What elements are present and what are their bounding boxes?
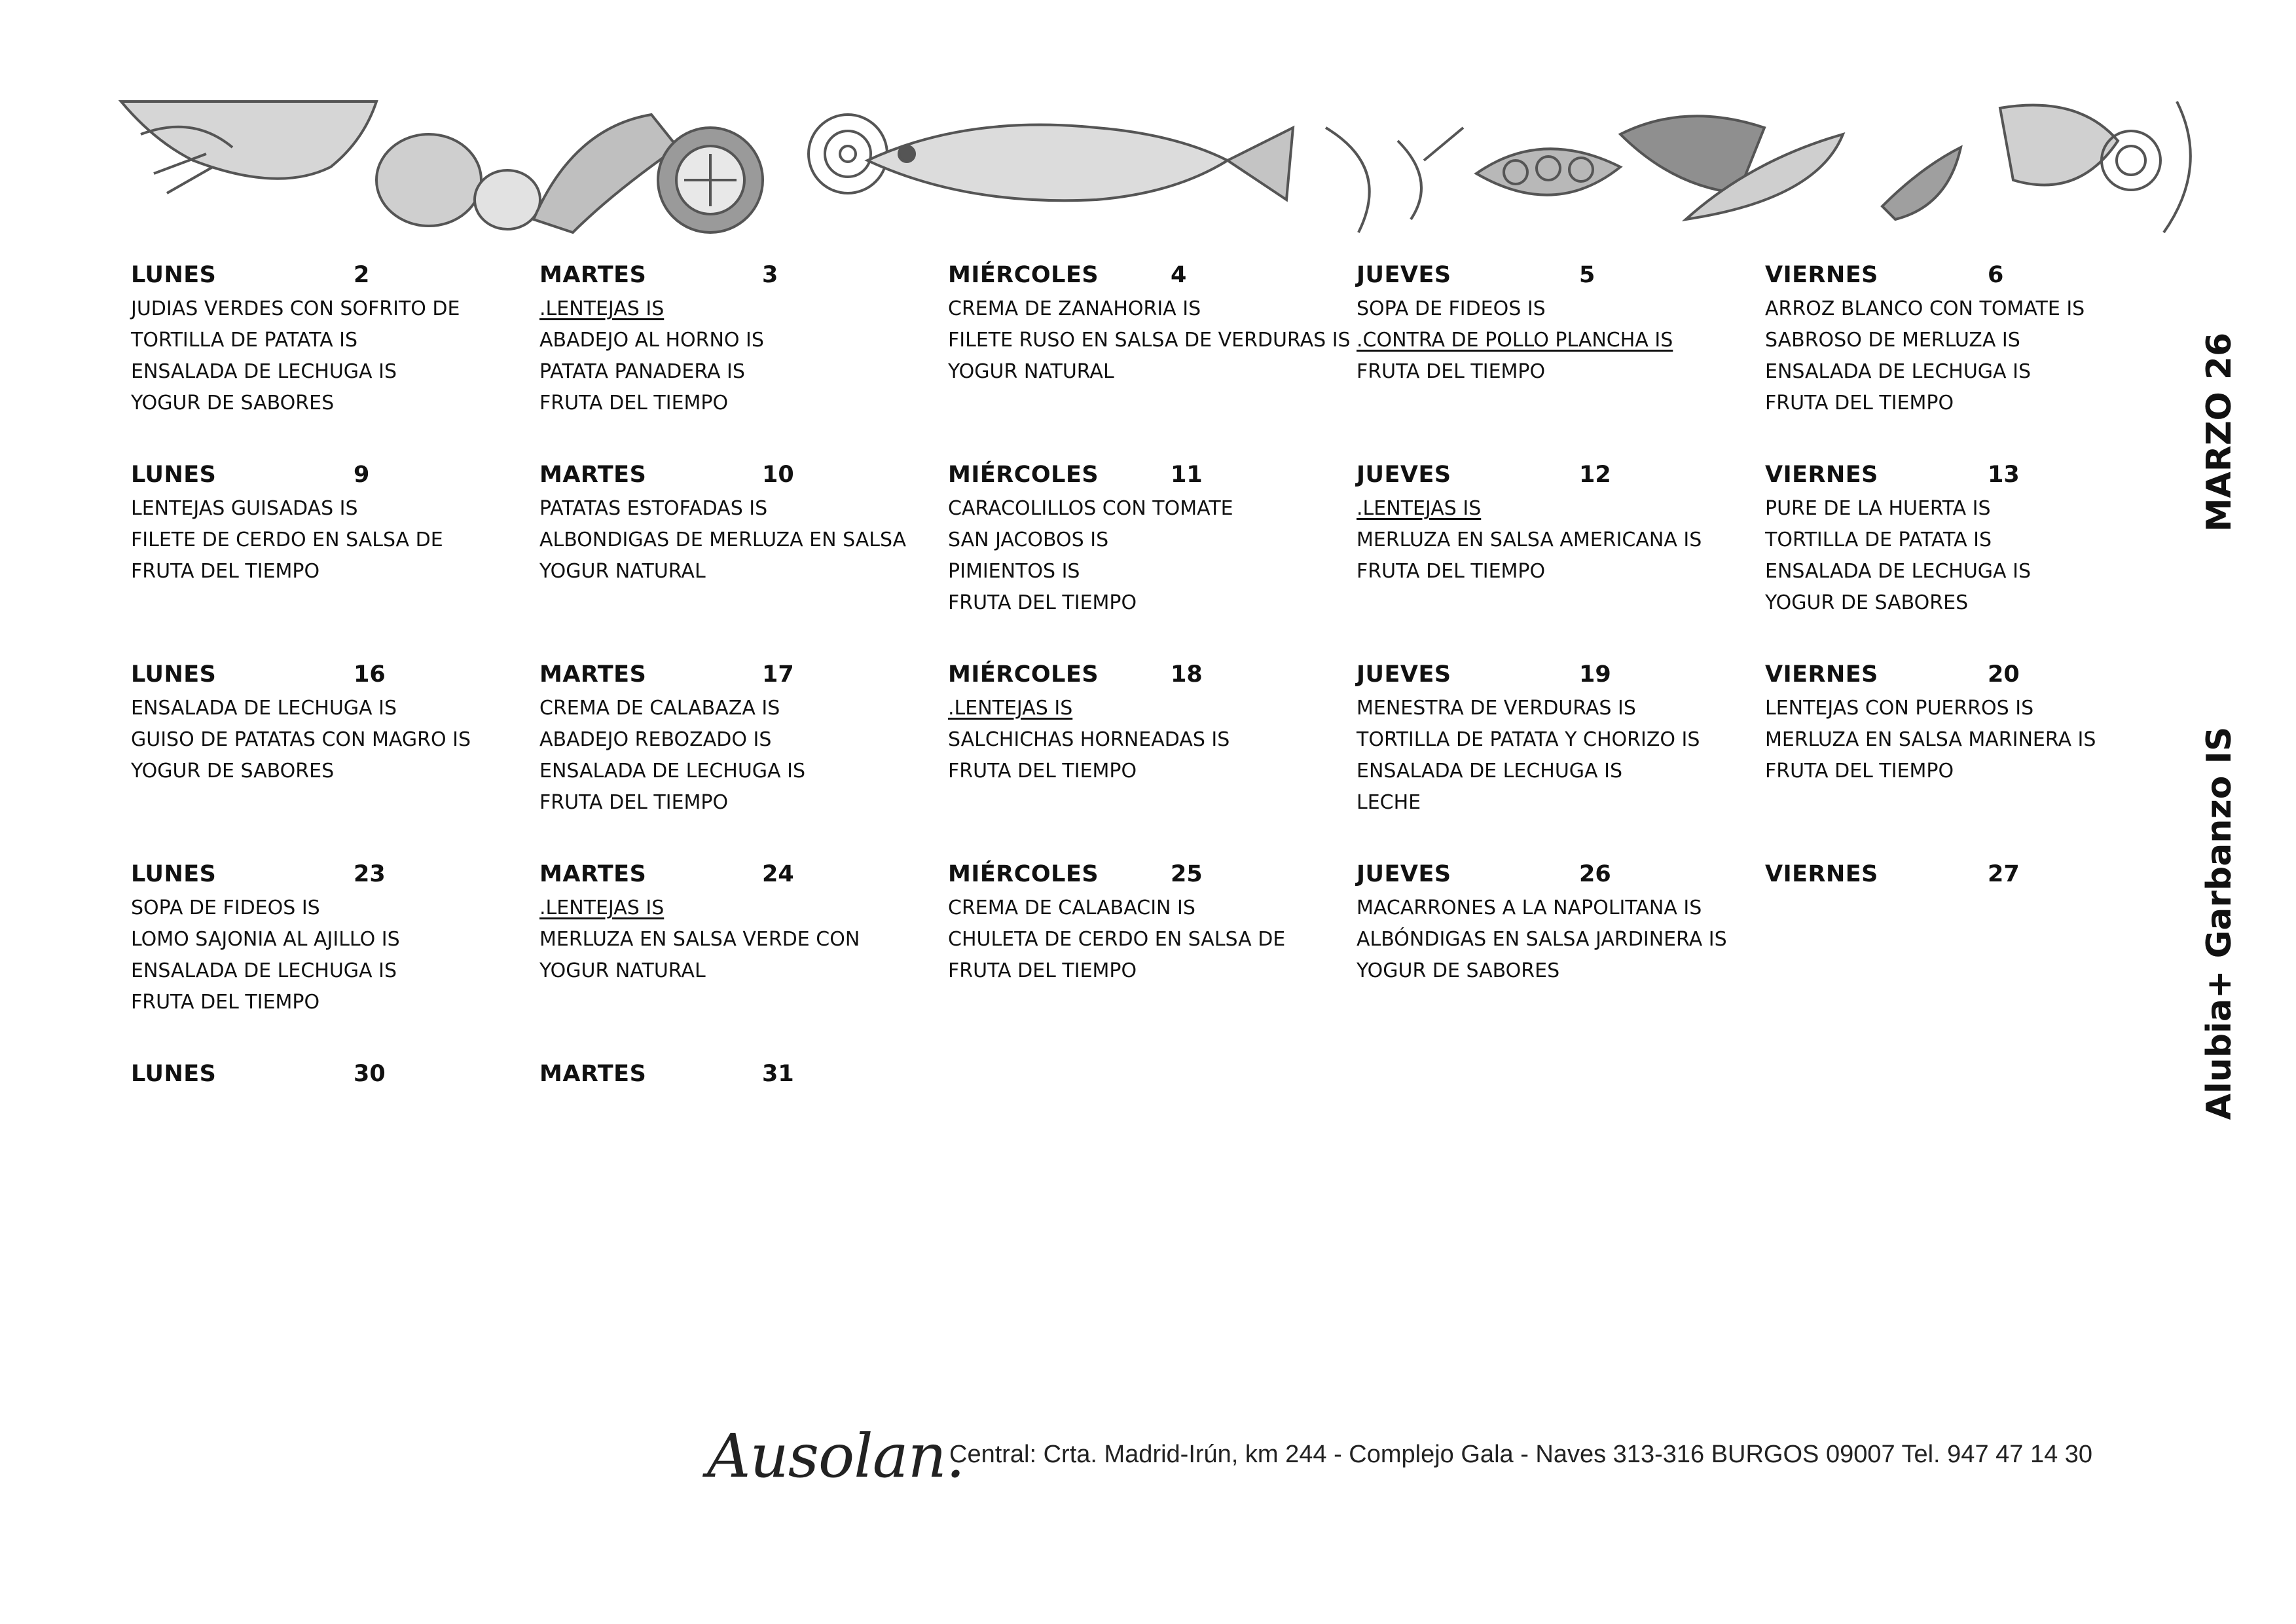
menu-item: MENESTRA DE VERDURAS IS xyxy=(1357,697,1636,720)
menu-item: ENSALADA DE LECHUGA IS xyxy=(1357,760,1622,783)
legume-label-text: Alubia+ Garbanzo IS xyxy=(2200,726,2239,1120)
menu-item: FRUTA DEL TIEMPO xyxy=(1357,560,1546,583)
month-label xyxy=(2193,334,2246,530)
day-cell xyxy=(1357,262,1765,462)
day-number: 24 xyxy=(762,861,794,887)
day-name: LUNES xyxy=(131,1061,217,1087)
day-name: LUNES xyxy=(131,262,217,288)
menu-item: SOPA DE FIDEOS IS xyxy=(1357,297,1546,320)
menu-item: SABROSO DE MERLUZA IS xyxy=(1765,329,2020,352)
week-row xyxy=(131,1061,2174,1113)
ausolan-logo: Ausolan. xyxy=(707,1421,965,1491)
menu-item: SALCHICHAS HORNEADAS IS xyxy=(948,728,1230,751)
menu-item: TORTILLA DE PATATA IS xyxy=(1765,528,1992,551)
day-name: MARTES xyxy=(539,1061,647,1087)
day-name: LUNES xyxy=(131,861,217,887)
menu-item: TORTILLA DE PATATA IS xyxy=(131,329,358,352)
menu-item: PIMIENTOS IS xyxy=(948,560,1080,583)
menu-item: ALBÓNDIGAS EN SALSA JARDINERA IS xyxy=(1357,928,1727,951)
day-cell xyxy=(539,1061,948,1113)
week-row xyxy=(131,861,2174,1061)
menu-item: ENSALADA DE LECHUGA IS xyxy=(131,959,397,982)
day-name: JUEVES xyxy=(1357,861,1451,887)
day-cell xyxy=(948,262,1357,462)
footer xyxy=(707,1421,2226,1493)
day-number: 17 xyxy=(762,661,794,688)
week-row xyxy=(131,661,2174,861)
menu-item: CARACOLILLOS CON TOMATE xyxy=(948,497,1233,520)
day-name: MIÉRCOLES xyxy=(948,462,1099,488)
menu-item: CHULETA DE CERDO EN SALSA DE xyxy=(948,928,1286,951)
menu-item: .CONTRA DE POLLO PLANCHA IS xyxy=(1357,329,1673,352)
menu-item: FILETE RUSO EN SALSA DE VERDURAS IS xyxy=(948,329,1351,352)
day-cell xyxy=(1765,262,2174,462)
menu-item: CREMA DE CALABAZA IS xyxy=(539,697,780,720)
day-cell xyxy=(539,861,948,1061)
menu-item: LENTEJAS GUISADAS IS xyxy=(131,497,358,520)
menu-item: .LENTEJAS IS xyxy=(948,697,1073,720)
menu-item: YOGUR NATURAL xyxy=(539,959,706,982)
menu-item: PATATA PANADERA IS xyxy=(539,360,745,383)
day-name: JUEVES xyxy=(1357,462,1451,488)
day-cell xyxy=(948,861,1357,1061)
day-number: 2 xyxy=(354,262,370,288)
menu-calendar xyxy=(131,262,2174,1113)
menu-item: MERLUZA EN SALSA VERDE CON xyxy=(539,928,860,951)
day-name: MARTES xyxy=(539,661,647,688)
day-cell xyxy=(1765,462,2174,661)
menu-item: YOGUR DE SABORES xyxy=(131,392,335,415)
menu-item: YOGUR DE SABORES xyxy=(1357,959,1560,982)
day-number: 13 xyxy=(1988,462,2020,488)
day-cell xyxy=(1357,661,1765,861)
menu-item: ABADEJO REBOZADO IS xyxy=(539,728,772,751)
menu-item: FRUTA DEL TIEMPO xyxy=(539,392,729,415)
menu-item: LOMO SAJONIA AL AJILLO IS xyxy=(131,928,400,951)
day-name: VIERNES xyxy=(1765,661,1878,688)
menu-item: YOGUR NATURAL xyxy=(539,560,706,583)
day-cell xyxy=(539,462,948,661)
menu-item: CREMA DE CALABACIN IS xyxy=(948,896,1195,919)
day-cell xyxy=(948,661,1357,861)
day-number: 26 xyxy=(1579,861,1611,887)
menu-item: FRUTA DEL TIEMPO xyxy=(948,760,1137,783)
day-cell xyxy=(1765,661,2174,861)
menu-item: MERLUZA EN SALSA MARINERA IS xyxy=(1765,728,2096,751)
menu-item: FRUTA DEL TIEMPO xyxy=(131,991,320,1014)
day-number: 5 xyxy=(1579,262,1595,288)
menu-item: ENSALADA DE LECHUGA IS xyxy=(131,360,397,383)
menu-item: YOGUR NATURAL xyxy=(948,360,1114,383)
day-number: 4 xyxy=(1171,262,1187,288)
day-number: 9 xyxy=(354,462,370,488)
day-number: 11 xyxy=(1171,462,1203,488)
day-cell xyxy=(131,462,539,661)
menu-item: FRUTA DEL TIEMPO xyxy=(1765,392,1954,415)
menu-item: SAN JACOBOS IS xyxy=(948,528,1109,551)
day-name: MARTES xyxy=(539,861,647,887)
day-number: 16 xyxy=(354,661,386,688)
day-cell xyxy=(1357,861,1765,1061)
menu-item: CREMA DE ZANAHORIA IS xyxy=(948,297,1201,320)
menu-item: FRUTA DEL TIEMPO xyxy=(948,591,1137,614)
day-cell xyxy=(948,462,1357,661)
day-name: JUEVES xyxy=(1357,262,1451,288)
day-cell xyxy=(131,861,539,1061)
menu-item: .LENTEJAS IS xyxy=(539,896,665,919)
day-name: MIÉRCOLES xyxy=(948,262,1099,288)
day-cell xyxy=(539,262,948,462)
day-name: MIÉRCOLES xyxy=(948,661,1099,688)
day-number: 19 xyxy=(1579,661,1611,688)
menu-item: ENSALADA DE LECHUGA IS xyxy=(131,697,397,720)
day-number: 18 xyxy=(1171,661,1203,688)
menu-item: GUISO DE PATATAS CON MAGRO IS xyxy=(131,728,471,751)
day-cell xyxy=(131,661,539,861)
day-cell xyxy=(1357,462,1765,661)
menu-item: YOGUR DE SABORES xyxy=(131,760,335,783)
menu-item: SOPA DE FIDEOS IS xyxy=(131,896,320,919)
day-cell xyxy=(1765,861,2174,1061)
menu-item: ENSALADA DE LECHUGA IS xyxy=(539,760,805,783)
day-number: 3 xyxy=(762,262,778,288)
menu-item: JUDIAS VERDES CON SOFRITO DE xyxy=(131,297,460,320)
week-row xyxy=(131,462,2174,661)
menu-item: ALBONDIGAS DE MERLUZA EN SALSA xyxy=(539,528,907,551)
day-number: 20 xyxy=(1988,661,2020,688)
day-name: VIERNES xyxy=(1765,262,1878,288)
day-number: 23 xyxy=(354,861,386,887)
menu-item: TORTILLA DE PATATA Y CHORIZO IS xyxy=(1357,728,1700,751)
menu-item: PURE DE LA HUERTA IS xyxy=(1765,497,1991,520)
menu-item: .LENTEJAS IS xyxy=(1357,497,1482,520)
menu-item: FRUTA DEL TIEMPO xyxy=(1357,360,1546,383)
day-number: 12 xyxy=(1579,462,1611,488)
menu-item: .LENTEJAS IS xyxy=(539,297,665,320)
day-name: VIERNES xyxy=(1765,861,1878,887)
menu-item: LENTEJAS CON PUERROS IS xyxy=(1765,697,2034,720)
food-illustration-banner xyxy=(115,88,2216,246)
month-label-text: MARZO 26 xyxy=(2200,332,2239,532)
menu-item: FRUTA DEL TIEMPO xyxy=(539,791,729,814)
day-cell xyxy=(131,1061,539,1113)
day-name: LUNES xyxy=(131,462,217,488)
menu-item: LECHE xyxy=(1357,791,1421,814)
day-name: JUEVES xyxy=(1357,661,1451,688)
day-number: 31 xyxy=(762,1061,794,1087)
day-number: 25 xyxy=(1171,861,1203,887)
day-name: LUNES xyxy=(131,661,217,688)
menu-item: ABADEJO AL HORNO IS xyxy=(539,329,764,352)
menu-item: FRUTA DEL TIEMPO xyxy=(1765,760,1954,783)
menu-item: FRUTA DEL TIEMPO xyxy=(948,959,1137,982)
day-number: 10 xyxy=(762,462,794,488)
menu-item: MERLUZA EN SALSA AMERICANA IS xyxy=(1357,528,1702,551)
day-number: 30 xyxy=(354,1061,386,1087)
day-name: MARTES xyxy=(539,262,647,288)
day-name: MIÉRCOLES xyxy=(948,861,1099,887)
footer-address: Central: Crta. Madrid-Irún, km 244 - Complejo Gala - Naves 313-316 BURGOS 09007 Tel. 947 47 14 30 xyxy=(949,1441,2093,1468)
week-row xyxy=(131,262,2174,462)
day-cell xyxy=(131,262,539,462)
menu-item: YOGUR DE SABORES xyxy=(1765,591,1969,614)
day-name: VIERNES xyxy=(1765,462,1878,488)
menu-item: MACARRONES A LA NAPOLITANA IS xyxy=(1357,896,1702,919)
legume-label xyxy=(2193,714,2246,1133)
day-number: 6 xyxy=(1988,262,2004,288)
day-number: 27 xyxy=(1988,861,2020,887)
menu-item: ENSALADA DE LECHUGA IS xyxy=(1765,560,2031,583)
day-name: MARTES xyxy=(539,462,647,488)
menu-item: FRUTA DEL TIEMPO xyxy=(131,560,320,583)
menu-item: ENSALADA DE LECHUGA IS xyxy=(1765,360,2031,383)
menu-item: ARROZ BLANCO CON TOMATE IS xyxy=(1765,297,2085,320)
menu-item: PATATAS ESTOFADAS IS xyxy=(539,497,768,520)
menu-item: FILETE DE CERDO EN SALSA DE xyxy=(131,528,443,551)
day-cell xyxy=(539,661,948,861)
